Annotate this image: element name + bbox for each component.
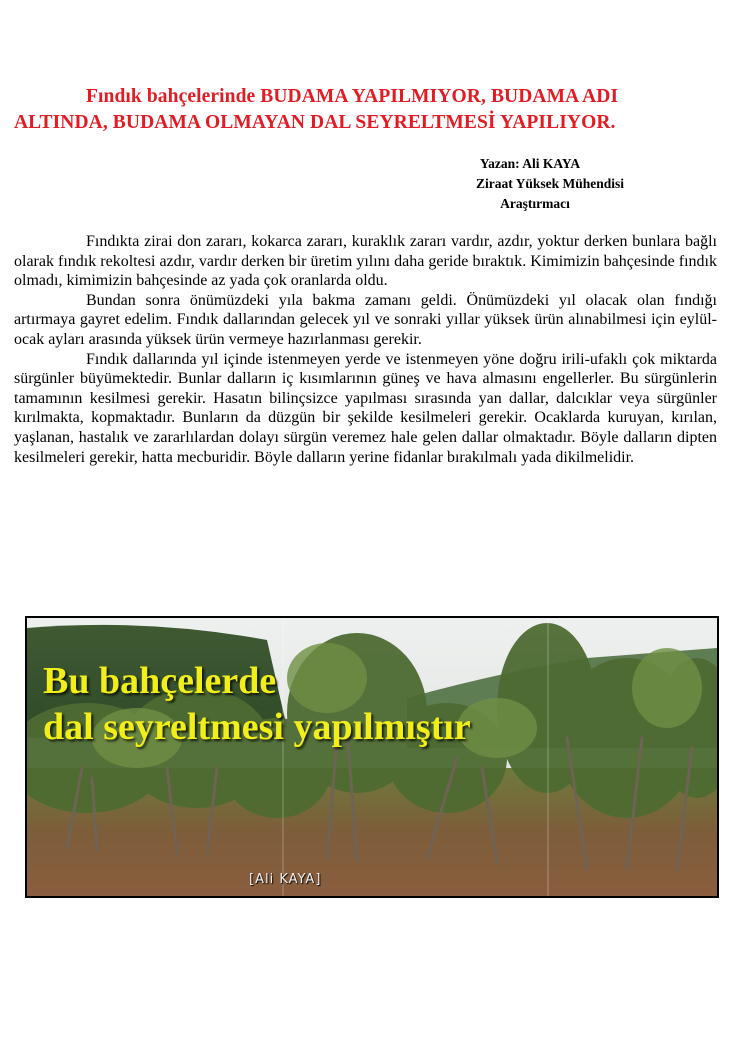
author-role: Araştırmacı: [500, 196, 570, 211]
paragraph: Fındık dallarında yıl içinde istenmeyen yerde ve istenmeyen yöne doğru irili-ufaklı çok miktarda sürgünler büyümektedir. Bunlar dalların iç kısımlarının güneş ve hava almasını engellerler. Bu sürgünlerin tamamının kesilmesi gerekir. Hasatın bilinçsizce yapılması sırasında yan dallar, dalcıklar veya sürgünler kırılmakta, kopmaktadır. Bunların da düzgün bir şekilde kesilmeleri gerekir. Ocaklarda kuruyan, kırılan, yaşlanan, hastalık ve zararlılardan dolayı sürgün veremez hale gelen dallar olmaktadır. Böyle dalların dipten kesilmeleri gerekir, hatta mecburidir. Böyle dalların yerine fidanlar bırakılmalı yada dikilmelidir.: [14, 350, 717, 466]
paragraph: Bundan sonra önümüzdeki yıla bakma zamanı geldi. Önümüzdeki yıl olacak olan fındığı artırmaya gayret edelim. Fındık dallarından gelecek yıl ve sonraki yıllar yüksek ürün alınabilmesi için eylül-ocak ayları arasında yüksek ürün vermeye hazırlanması gerekir.: [14, 291, 717, 348]
article-title: [14, 84, 714, 136]
author-block: [430, 154, 670, 214]
author-degree: Ziraat Yüksek Mühendisi: [475, 176, 625, 191]
photo-caption-line1: Bu bahçelerde: [43, 660, 277, 702]
paragraph: Fındıkta zirai don zararı, kokarca zararı, kuraklık zararı vardır, azdır, yoktur derken bunlara bağlı olarak fındık rekoltesi azdır, vardır derken bir üretim yılını daha geride bıraktık. Kimimizin bahçesinde fındık olmadı, kimimizin bahçesinde az yada çok oranlarda oldu.: [14, 233, 717, 290]
photo-credit: [Ali KAYA]: [249, 872, 322, 887]
photo-caption: [43, 658, 471, 750]
orchard-photo: [25, 616, 719, 898]
article-title-text: Fındık bahçelerinde BUDAMA YAPILMIYOR, BUDAMA ADI ALTINDA, BUDAMA OLMAYAN DAL SEYRELTMESİ YAPILIYOR.: [14, 86, 619, 133]
article-body: [14, 232, 717, 467]
author-name: Yazan: Ali KAYA: [479, 156, 581, 171]
photo-caption-line2: dal seyreltmesi yapılmıştır: [43, 706, 471, 748]
